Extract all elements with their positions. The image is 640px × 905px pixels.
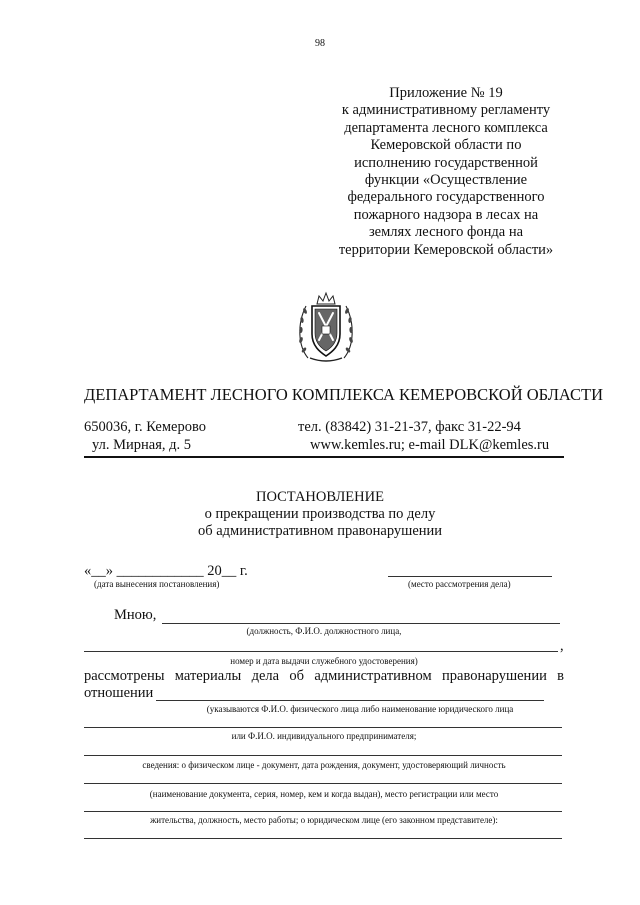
info-line <box>84 755 562 756</box>
mnoyu-label: Мною, <box>114 607 157 623</box>
job-caption: жительства, должность, место работы; о юридическом лице (его законном представителе): <box>150 815 498 825</box>
appendix-line: к административному регламенту <box>341 102 551 119</box>
contact-phone: тел. (83842) 31-21-37, факс 31-22-94 <box>298 419 521 435</box>
comma: , <box>560 638 564 654</box>
date-caption: (дата вынесения постановления) <box>94 579 220 589</box>
appendix-line: землях лесного фонда на <box>368 224 524 241</box>
regarding-line <box>156 700 544 701</box>
appendix-line: департамента лесного комплекса <box>344 119 548 136</box>
ip-caption: или Ф.И.О. индивидуального предпринимателя; <box>231 731 417 741</box>
position-caption: (должность, Ф.И.О. должностного лица, <box>246 626 402 636</box>
page-number: 98 <box>315 38 325 49</box>
id-caption: номер и дата выдачи служебного удостоверения) <box>230 656 418 666</box>
official-line <box>162 623 560 624</box>
regarding-label: отношении <box>84 685 154 701</box>
doc-line <box>84 783 562 784</box>
appendix-block <box>330 85 562 259</box>
job-line <box>84 811 562 812</box>
doc-title: ПОСТАНОВЛЕНИЕ <box>256 489 384 505</box>
final-line <box>84 838 562 839</box>
contact-web-email: www.kemles.ru; e-mail DLK@kemles.ru <box>310 437 550 453</box>
coat-of-arms-icon <box>294 288 358 366</box>
address-city: 650036, г. Кемерово <box>84 419 206 435</box>
doc-subtitle-2: об административном правонарушении <box>197 523 443 539</box>
date-field: «__» ____________ 20__ г. <box>84 563 248 579</box>
appendix-line: территории Кемеровской области» <box>338 241 554 258</box>
appendix-line: Приложение № 19 <box>389 85 503 101</box>
info-caption: сведения: о физическом лице - документ, дата рождения, документ, удостоверяющий личность <box>142 760 506 770</box>
appendix-line: федерального государственного <box>347 189 545 206</box>
reviewed-text: рассмотрены материалы дела об административном правонарушении в <box>84 668 564 684</box>
header-divider <box>84 456 564 458</box>
department-name: ДЕПАРТАМЕНТ ЛЕСНОГО КОМПЛЕКСА КЕМЕРОВСКОЙ ОБЛАСТИ <box>84 385 604 404</box>
appendix-line: пожарного надзора в лесах на <box>353 206 539 223</box>
doc-subtitle-1: о прекращении производства по делу <box>204 506 436 522</box>
person-caption: (указываются Ф.И.О. физического лица либо наименование юридического лица <box>206 704 514 714</box>
appendix-line: Кемеровской области по <box>370 137 522 154</box>
doc-caption: (наименование документа, серия, номер, кем и когда выдан), место регистрации или место <box>149 789 499 799</box>
address-street: ул. Мирная, д. 5 <box>92 437 191 453</box>
place-line <box>388 576 552 577</box>
ip-line <box>84 727 562 728</box>
appendix-line: исполнению государственной <box>354 154 538 171</box>
appendix-line: функции «Осуществление <box>364 172 528 189</box>
id-line <box>84 651 558 652</box>
place-caption: (место рассмотрения дела) <box>408 579 511 589</box>
